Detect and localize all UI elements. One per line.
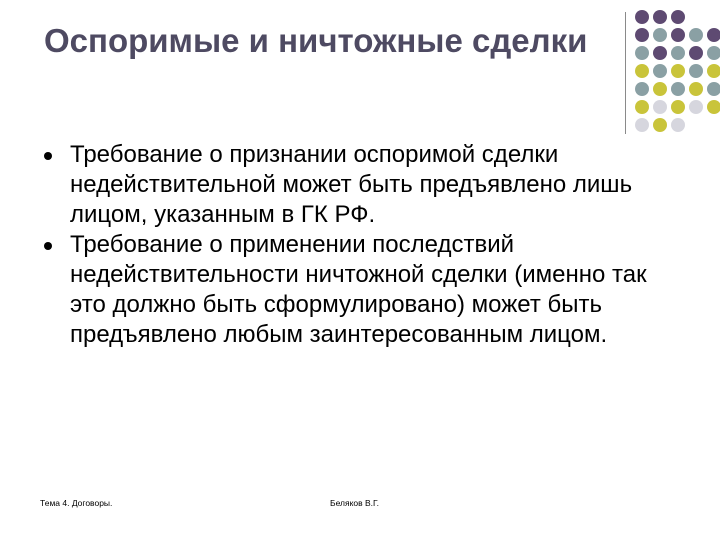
decorative-dot-purple <box>635 10 649 24</box>
decorative-dot-yellow <box>635 64 649 78</box>
decorative-dot-yellow <box>635 100 649 114</box>
decorative-dot-purple <box>653 46 667 60</box>
decorative-dot-yellow <box>707 64 720 78</box>
decorative-dot-purple <box>689 46 703 60</box>
decorative-dot-yellow <box>689 82 703 96</box>
dot-grid-decoration <box>0 0 720 140</box>
decorative-dot-purple <box>653 10 667 24</box>
decorative-dot-gray <box>671 46 685 60</box>
decorative-dot-gray <box>635 46 649 60</box>
decorative-dot-gray <box>671 82 685 96</box>
bullet-text: Требование о признании оспоримой сделки недействительной может быть предъявлено лишь лицом, указанным в ГК РФ. <box>70 141 633 228</box>
bullet-list <box>44 140 684 350</box>
decorative-dot-gray <box>707 46 720 60</box>
decorative-dot-light <box>671 118 685 132</box>
decorative-dot-gray <box>653 64 667 78</box>
bullet-item <box>44 140 684 230</box>
decorative-dot-purple <box>635 28 649 42</box>
decorative-dot-light <box>635 118 649 132</box>
decorative-dot-purple <box>707 28 720 42</box>
bullet-item <box>44 230 684 350</box>
footer-topic: Тема 4. Договоры. <box>40 498 113 508</box>
decorative-dot-yellow <box>671 100 685 114</box>
decorative-dot-light <box>689 100 703 114</box>
decorative-dot-yellow <box>707 100 720 114</box>
decorative-dot-gray <box>707 82 720 96</box>
decorative-dot-purple <box>671 28 685 42</box>
decorative-dot-gray <box>653 28 667 42</box>
decorative-dot-gray <box>635 82 649 96</box>
decorative-dot-purple <box>671 10 685 24</box>
decorative-dot-gray <box>689 28 703 42</box>
decorative-dot-gray <box>689 64 703 78</box>
decorative-dot-yellow <box>653 118 667 132</box>
decorative-dot-light <box>653 100 667 114</box>
slide-title: Оспоримые и ничтожные сделки <box>44 22 588 59</box>
decorative-dot-yellow <box>671 64 685 78</box>
footer-author: Беляков В.Г. <box>330 498 379 508</box>
bullet-text: Требование о применении последствий недействительности ничтожной сделки (именно так это должно быть сформулировано) может быть предъявлено любым заинтересованным лицом. <box>70 231 647 348</box>
decorative-dot-yellow <box>653 82 667 96</box>
bullet-dot-icon <box>44 152 52 160</box>
bullet-dot-icon <box>44 242 52 250</box>
